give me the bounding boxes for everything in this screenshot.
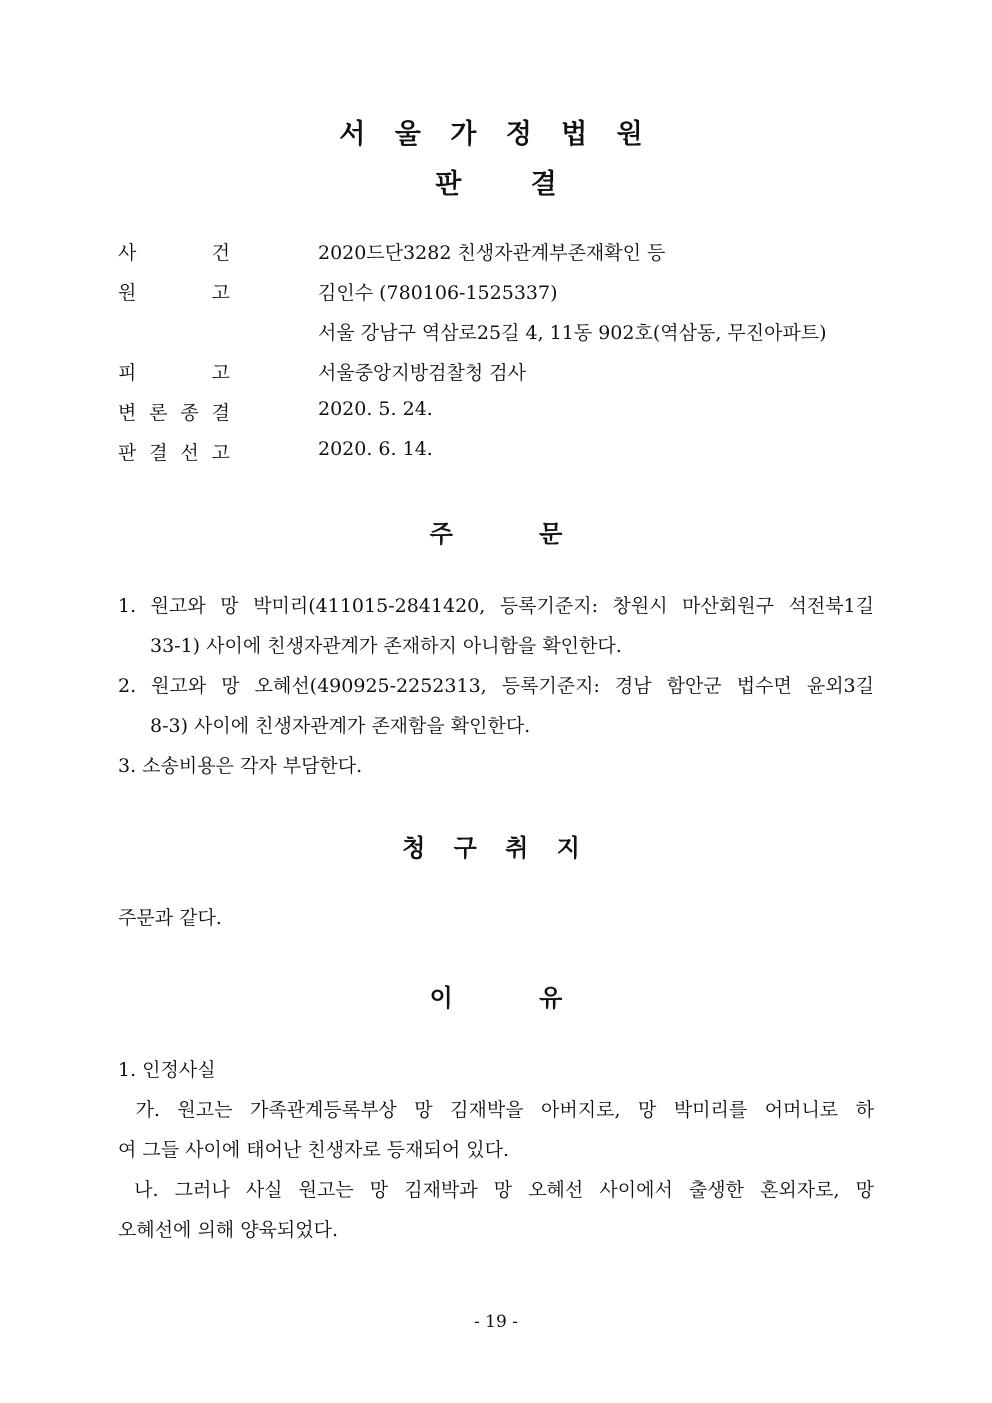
judgment-date-value: 2020. 6. 14. — [318, 438, 433, 460]
defendant-value: 서울중앙지방검찰청 검사 — [318, 362, 526, 384]
case-number-label: 사 건 — [118, 242, 230, 264]
order-item-1-line-1: 1. 원고와 망 박미리(411015-2841420, 등록기준지: 창원시 마산회원구 석전북1길 — [118, 595, 874, 617]
order-item-2-line-2: 8-3) 사이에 친생자관계가 존재함을 확인한다. — [150, 715, 531, 737]
reason-section-title: 이 유 — [429, 983, 563, 1012]
order-item-1-line-2: 33-1) 사이에 친생자관계가 존재하지 아니함을 확인한다. — [150, 635, 622, 657]
claim-text-line: 주문과 같다. — [118, 907, 222, 929]
order-item-2-line-1: 2. 원고와 망 오혜선(490925-2252313, 등록기준지: 경남 함안군 법수면 윤외3길 — [118, 675, 874, 697]
reason-b-line-1: 나. 그러나 사실 원고는 망 김재박과 망 오혜선 사이에서 출생한 혼외자로, 망 — [118, 1179, 874, 1201]
claim-text — [118, 898, 874, 938]
reason-b-line-2: 오혜선에 의해 양육되었다. — [118, 1219, 339, 1241]
reasons-heading: 1. 인정사실 — [118, 1059, 216, 1081]
page-number: - 19 - — [474, 1312, 518, 1332]
defendant-row — [118, 358, 878, 388]
argument-closed-label: 변 론 종 결 — [118, 402, 230, 424]
plaintiff-row — [118, 278, 878, 308]
plaintiff-address-row — [118, 318, 878, 348]
argument-closed-row — [118, 398, 878, 428]
reason-a-line-1: 가. 원고는 가족관계등록부상 망 김재박을 아버지로, 망 박미리를 어머니로 하 — [118, 1099, 874, 1121]
reasons-body — [118, 1050, 874, 1250]
plaintiff-address-value: 서울 강남구 역삼로25길 4, 11동 902호(역삼동, 무진아파트) — [318, 322, 827, 344]
judgment-date-label: 판 결 선 고 — [118, 442, 230, 464]
order-section-title: 주 문 — [429, 519, 563, 548]
argument-closed-value: 2020. 5. 24. — [318, 398, 433, 420]
claim-section-title: 청 구 취 지 — [402, 833, 590, 862]
case-number-row — [118, 238, 878, 268]
document-type-title: 판 결 — [435, 169, 557, 200]
case-number-value: 2020드단3282 친생자관계부존재확인 등 — [318, 242, 666, 264]
reason-a-line-2: 여 그들 사이에 태어난 친생자로 등재되어 있다. — [118, 1139, 510, 1161]
order-item-3: 3. 소송비용은 각자 부담한다. — [118, 755, 363, 777]
plaintiff-label: 원 고 — [118, 282, 230, 304]
judgment-date-row — [118, 438, 878, 468]
plaintiff-value: 김인수 (780106-1525337) — [318, 282, 558, 304]
defendant-label: 피 고 — [118, 362, 230, 384]
court-name: 서 울 가 정 법 원 — [339, 119, 653, 150]
order-items — [118, 586, 874, 786]
